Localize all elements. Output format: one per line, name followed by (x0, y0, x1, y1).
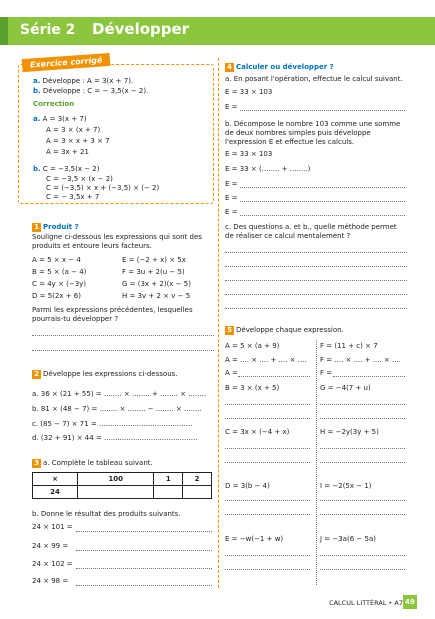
ex1-instruction-a: Souligne ci-dessous les expressions qui sont des produits et entoure leurs facteurs. (32, 233, 202, 250)
ex5-F: F = (11 + c) × 7 (320, 342, 378, 350)
answer-line[interactable] (225, 294, 407, 295)
ex1-item-E: E = (−2 + x) × 5x (122, 256, 186, 264)
ex2-item-b[interactable]: b. 81 × (48 − 7) = ........ × ........ − ........ × ........ (32, 405, 202, 413)
table-cell[interactable] (78, 486, 154, 499)
ex2-item-a[interactable]: a. 36 × (21 + 55) = ........ × ........ + ........ × ........ (32, 390, 207, 398)
series-label: Série 2 (20, 22, 76, 38)
column-divider (218, 58, 219, 588)
corrige-a-text: Développe : A = 3(x + 7). (42, 77, 134, 85)
ex5-H: H = −2y(3y + 5) (320, 428, 379, 436)
answer-line[interactable] (333, 376, 405, 377)
ex5-C: C = 3x × (−4 + x) (225, 428, 290, 436)
ex5-B: B = 3 × (x + 5) (225, 384, 280, 392)
answer-line[interactable] (240, 110, 405, 111)
answer-line[interactable] (225, 500, 310, 501)
corrige-b-line-1: b. C = −3,5(x − 2) (33, 165, 100, 173)
answer-line[interactable] (320, 448, 405, 449)
header-tab (0, 17, 8, 45)
answer-line[interactable] (76, 550, 212, 551)
ex5-A2: A = (225, 369, 238, 377)
answer-line[interactable] (76, 585, 212, 586)
answer-line[interactable] (225, 308, 407, 309)
label-a: a. (33, 77, 41, 85)
ex3-item-4: 24 × 98 = (32, 577, 69, 585)
answer-line[interactable] (76, 568, 212, 569)
corrige-b (33, 87, 148, 95)
table-cell: 2 (183, 473, 212, 486)
ex1-item-A: A = 5 × x − 4 (32, 256, 81, 264)
ex4-b-line-4: E = (225, 208, 238, 216)
answer-line[interactable] (320, 418, 405, 419)
label-b: b. (33, 87, 41, 95)
ex1-item-C: C = 4y × (−3y) (32, 280, 87, 288)
ex4-number: 4 (225, 63, 234, 72)
corrige-b-text: Développe : C = − 3,5(x − 2). (42, 87, 149, 95)
answer-line[interactable] (225, 462, 310, 463)
ex3-item-1: 24 × 101 = (32, 523, 73, 531)
ex5-J: J = −3a(6 − 5a) (320, 535, 376, 543)
ex4-b-line-3: E = (225, 194, 238, 202)
answer-line[interactable] (32, 335, 214, 336)
ex1-item-G: G = (3x + 2)(x − 5) (122, 280, 191, 288)
ex5-I: I = −2(5x − 1) (320, 482, 372, 490)
table-row (33, 486, 212, 499)
ex5-number: 5 (225, 326, 234, 335)
corrige-b-line-2: C = −3,5 × (x − 2) (46, 175, 113, 183)
ex4-title: Calculer ou développer ? (236, 63, 334, 71)
ex5-heading (225, 326, 344, 335)
table-cell: 100 (78, 473, 154, 486)
answer-line[interactable] (225, 418, 310, 419)
ex2-item-c[interactable]: c. (85 − 7) × 71 = .......................................... (32, 420, 193, 428)
corrige-b-line-4: C = − 3,5x + 7 (46, 193, 100, 201)
table-cell: 24 (33, 486, 78, 499)
ex2-heading (32, 370, 178, 379)
ex5-D: D = 3(b − 4) (225, 482, 270, 490)
ex3-item-3: 24 × 102 = (32, 560, 73, 568)
answer-line[interactable] (225, 266, 407, 267)
ex5-A1[interactable]: A = .... × .... + .... × .... (225, 356, 307, 364)
corrige-a-line-1: a. A = 3(x + 7) (33, 115, 87, 123)
answer-line[interactable] (32, 350, 214, 351)
answer-line[interactable] (238, 376, 310, 377)
table-cell[interactable] (154, 486, 183, 499)
page-number: 49 (403, 595, 417, 609)
corrige-a (33, 77, 133, 85)
ex1-item-D: D = 5(2x + 6) (32, 292, 81, 300)
ex4-b-e: E = 33 × 103 (225, 150, 273, 158)
ex3-instruction-b: b. Donne le résultat des produits suivants. (32, 510, 181, 518)
table-cell: × (33, 473, 78, 486)
page-title: Développer (92, 20, 190, 38)
corrected-exercise-label: Exercice corrigé (22, 53, 111, 72)
answer-line[interactable] (225, 514, 310, 515)
answer-line[interactable] (320, 500, 405, 501)
page-header (0, 0, 435, 50)
answer-line[interactable] (320, 404, 405, 405)
ex2-title: Développe les expressions ci-dessous. (43, 370, 178, 378)
answer-line[interactable] (320, 514, 405, 515)
answer-line[interactable] (225, 569, 310, 570)
answer-line[interactable] (240, 187, 405, 188)
ex4-heading (225, 63, 334, 72)
ex2-item-d[interactable]: d. (32 + 91) × 44 = .......................................... (32, 434, 198, 442)
ex3-item-2: 24 × 99 = (32, 542, 69, 550)
ex4-instruction-b: b. Décompose le nombre 103 comme une somme de deux nombres simples puis développe l'expression E et effectue les calculs. (225, 120, 401, 146)
ex1-instruction-b: Parmi les expressions précédentes, lesquelles pourrais-tu développer ? (32, 306, 193, 323)
ex5-divider (316, 340, 317, 585)
corrige-a-line-3: A = 3 × x + 3 × 7 (46, 137, 110, 145)
answer-line[interactable] (225, 280, 407, 281)
answer-line[interactable] (320, 569, 405, 570)
ex3-instruction-a: a. Complète le tableau suivant. (43, 459, 153, 467)
ex1-title: Produit ? (43, 223, 79, 231)
ex5-F2: F = (320, 369, 333, 377)
corrected-exercise-box (18, 64, 214, 204)
ex4-e-eq: E = (225, 103, 238, 111)
answer-line[interactable] (240, 215, 405, 216)
correction-heading: Correction (33, 100, 75, 108)
answer-line[interactable] (240, 201, 405, 202)
table-cell: 1 (154, 473, 183, 486)
table-cell[interactable] (183, 486, 212, 499)
ex5-F1[interactable]: F = .... × .... + .... × .... (320, 356, 401, 364)
ex4-instruction-c: c. Des questions a. et b., quelle méthode permet de réaliser ce calcul mentalement ? (225, 223, 397, 240)
ex1-item-B: B = 5 × (a − 4) (32, 268, 87, 276)
answer-line[interactable] (225, 252, 407, 253)
corrige-b-line-3: C = (−3,5) × x + (−3,5) × (− 2) (46, 184, 160, 192)
ex5-title: Développe chaque expression. (236, 326, 344, 334)
ex4-b-line-1[interactable]: E = 33 × (........ + ........) (225, 165, 311, 173)
answer-line[interactable] (225, 404, 310, 405)
answer-line[interactable] (76, 531, 212, 532)
ex4-instruction-a: a. En posant l'opération, effectue le calcul suivant. (225, 75, 403, 83)
ex4-b-line-2: E = (225, 180, 238, 188)
answer-line[interactable] (320, 555, 405, 556)
ex4-e-label: E = 33 × 103 (225, 88, 273, 96)
ex3-table (32, 472, 212, 499)
ex5-G: G = −4(7 + u) (320, 384, 371, 392)
answer-line[interactable] (320, 462, 405, 463)
answer-line[interactable] (225, 555, 310, 556)
corrige-a-line-4: A = 3x + 21 (46, 148, 89, 156)
ex3-number: 3 (32, 459, 41, 468)
ex1-item-F: F = 3u + 2(u − 5) (122, 268, 185, 276)
ex5-A: A = 5 × (a + 9) (225, 342, 280, 350)
ex2-number: 2 (32, 370, 41, 379)
answer-line[interactable] (225, 448, 310, 449)
footer-chapter: CALCUL LITTÉRAL • A7 (329, 599, 403, 607)
ex1-heading (32, 223, 79, 232)
corrige-a-line-2: A = 3 × (x + 7) (46, 126, 101, 134)
ex3-heading (32, 459, 153, 468)
ex5-E: E = −w(−1 + w) (225, 535, 284, 543)
table-row (33, 473, 212, 486)
ex1-number: 1 (32, 223, 41, 232)
ex1-item-H: H = 3v + 2 × v − 5 (122, 292, 191, 300)
